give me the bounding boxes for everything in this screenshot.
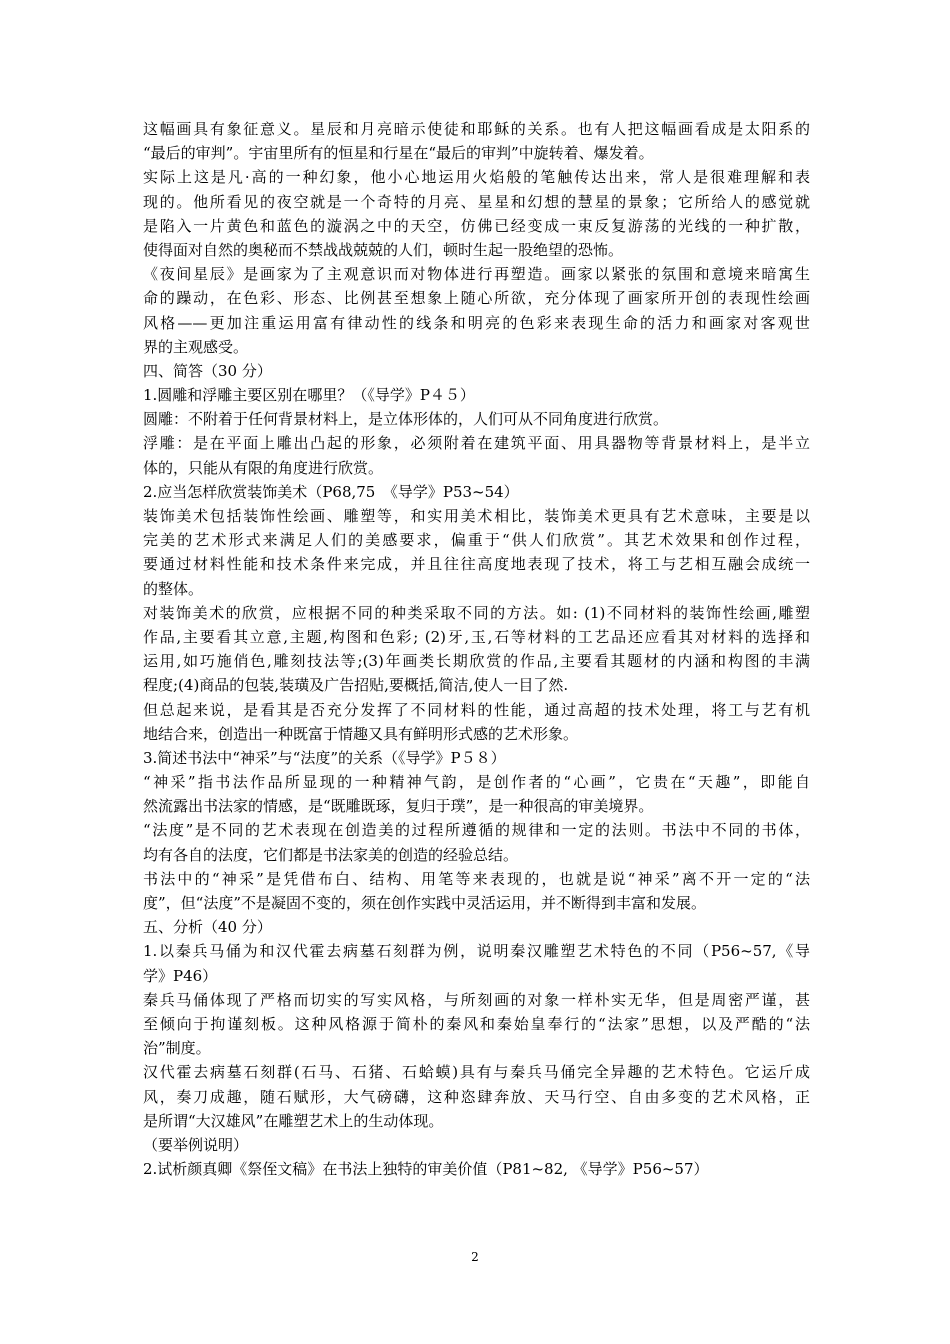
text-line: 但总起来说，是看其是否充分发挥了不同材料的性能，通过高超的技术处理，将工与艺有机	[143, 700, 810, 719]
text-line: 圆雕：不附着于任何背景材料上，是立体形体的，人们可从不同角度进行欣赏。	[143, 410, 669, 429]
text-line: 汉代霍去病墓石刻群(石马、石猪、石蛤蟆)具有与秦兵马俑完全异趣的艺术特色。它运斤成	[143, 1063, 810, 1082]
text-line: 完美的艺术形式来满足人们的美感要求，偏重于“供人们欣赏”。其艺术效果和创作过程，	[143, 531, 810, 550]
text-line: 治”制度。	[143, 1039, 211, 1058]
text-line: 运用,如巧施俏色,雕刻技法等;(3)年画类长期欣赏的作品,主要看其题材的内涵和构图的丰满	[143, 652, 810, 671]
text-line: 书法中的“神采”是凭借布白、结构、用笔等来表现的，也就是说“神采”离不开一定的“法	[143, 869, 810, 888]
text-line: 程度;(4)商品的包装,装璜及广告招贴,要概括,简洁,使人一目了然.	[143, 676, 569, 695]
document-body	[143, 117, 810, 1181]
text-line: 至倾向于拘谨刻板。这种风格源于简朴的秦风和秦始皇奉行的“法家”思想，以及严酷的“法	[143, 1014, 810, 1033]
text-line: 现的。他所看见的夜空就是一个奇特的月亮、星星和幻想的慧星的景象；它所给人的感觉就	[143, 192, 810, 211]
text-line: 1.圆雕和浮雕主要区别在哪里？（《导学》P４５）	[143, 386, 475, 405]
text-line: 然流露出书法家的情感，是“既雕既琢，复归于璞”，是一种很高的审美境界。	[143, 797, 654, 816]
text-line: 装饰美术包括装饰性绘画、雕塑等，和实用美术相比，装饰美术更具有艺术意味，主要是以	[143, 507, 810, 525]
text-line: 学》P46）	[143, 966, 218, 985]
page-number: 2	[471, 1250, 479, 1264]
text-line: 的整体。	[143, 579, 204, 598]
text-line: 作品,主要看其立意,主题,构图和色彩; (2)牙,玉,石等材料的工艺品还应看其对材料的选择和	[143, 627, 810, 646]
text-line: 界的主观感受。	[143, 337, 249, 356]
text-line: （要举例说明）	[143, 1135, 249, 1154]
text-line: 命的躁动，在色彩、形态、比例甚至想象上随心所欲，充分体现了画家所开创的表现性绘画	[143, 289, 810, 308]
text-line: 《夜间星辰》是画家为了主观意识而对物体进行再塑造。画家以紧张的氛围和意境来暗寓生	[143, 265, 810, 284]
text-line: 均有各自的法度，它们都是书法家美的创造的经验总结。	[143, 845, 519, 864]
text-line: 这幅画具有象征意义。星辰和月亮暗示使徒和耶稣的关系。也有人把这幅画看成是太阳系的	[143, 120, 810, 138]
text-line: 对装饰美术的欣赏，应根据不同的种类采取不同的方法。如: (1)不同材料的装饰性绘画,雕塑	[143, 603, 810, 622]
text-line: 实际上这是凡·高的一种幻象，他小心地运用火焰般的笔触传达出来，常人是很难理解和表	[143, 168, 810, 187]
text-line: 使得面对自然的奥秘而不禁战战兢兢的人们，顿时生起一股绝望的恐怖。	[143, 240, 624, 259]
text-line: 体的，只能从有限的角度进行欣赏。	[143, 458, 384, 477]
text-line: 是所谓“大汉雄风”在雕塑艺术上的生动体现。	[143, 1111, 444, 1130]
text-line: 地结合来，创造出一种既富于情趣又具有鲜明形式感的艺术形象。	[143, 724, 579, 743]
text-line: 风，奏刀成趣，随石赋形，大气磅礴，这种恣肆奔放、天马行空、自由多变的艺术风格，正	[143, 1087, 810, 1106]
text-line: 要通过材料性能和技术条件来完成，并且往往高度地表现了技术，将工与艺相互融会成统一	[143, 555, 810, 574]
text-line: 浮雕：是在平面上雕出凸起的形象，必须附着在建筑平面、用具器物等背景材料上，是半立	[143, 434, 810, 453]
text-line: 风格——更加注重运用富有律动性的线条和明亮的色彩来表现生命的活力和画家对客观世	[143, 313, 810, 332]
text-line: 秦兵马俑体现了严格而切实的写实风格，与所刻画的对象一样朴实无华，但是周密严谨，甚	[143, 990, 810, 1009]
text-line: 2.试析颜真卿《祭侄文稿》在书法上独特的审美价值（P81~82, 《导学》P56~57）	[143, 1160, 709, 1179]
text-line: 度”，但“法度”不是凝固不变的，须在创作实践中灵活运用，并不断得到丰富和发展。	[143, 894, 707, 912]
text-line: 五、分析（40 分）	[143, 918, 272, 937]
text-line: 3.简述书法中“神采”与“法度”的关系（《导学》P５８）	[143, 748, 506, 767]
text-line: “神采”指书法作品所显现的一种精神气韵，是创作者的“心画”，它贵在“天趣”，即能自	[143, 773, 810, 792]
text-line: 1.以秦兵马俑为和汉代霍去病墓石刻群为例，说明秦汉雕塑艺术特色的不同（P56~57,《导	[143, 942, 810, 961]
text-line: 四、简答（30 分）	[143, 361, 272, 380]
text-line: “最后的审判”。宇宙里所有的恒星和行星在“最后的审判”中旋转着、爆发着。	[143, 144, 654, 163]
text-line: 2.应当怎样欣赏装饰美术（P68,75 《导学》P53~54）	[143, 482, 519, 501]
text-line: “法度”是不同的艺术表现在创造美的过程所遵循的规律和一定的法则。书法中不同的书体，	[143, 821, 810, 840]
text-line: 是陷入一片黄色和蓝色的漩涡之中的天空，仿佛已经变成一束反复游荡的光线的一种扩散，	[143, 216, 810, 235]
